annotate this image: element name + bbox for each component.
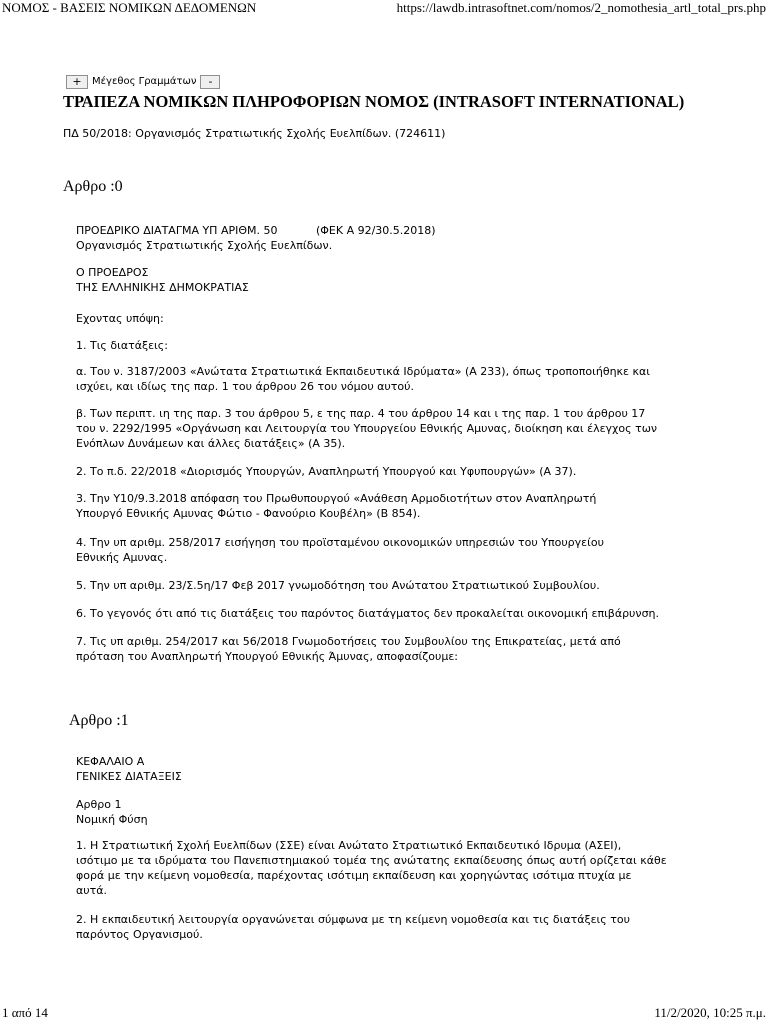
document-subtitle: ΠΔ 50/2018: Οργανισμός Στρατιωτικής Σχολής Ευελπίδων. (724611) xyxy=(63,127,446,140)
page-count: 1 από 14 xyxy=(2,1005,48,1020)
item-7 xyxy=(76,634,696,664)
item-3-line: 3. Την Υ10/9.3.2018 απόφαση του Πρωθυπουργού «Ανάθεση Αρμοδιοτήτων στον Αναπληρωτή xyxy=(76,492,597,505)
item-1b-line: του ν. 2292/1995 «Οργάνωση και Λειτουργία του Υπουργείου Εθνικής Αμυνας, διοίκηση και έλεγχος των xyxy=(76,422,658,435)
paragraph-line: φορά με την κείμενη νομοθεσία, παρέχοντας ισότιμη εκπαίδευση και χορηγώντας ισότιμα πτυχία με xyxy=(76,869,632,882)
print-header xyxy=(0,0,768,20)
chapter-heading xyxy=(76,754,696,784)
item-1a-line: α. Του ν. 3187/2003 «Ανώτατα Στρατιωτικά Εκπαιδευτικά Ιδρύματα» (Α 233), όπως τροποποιήθηκε και xyxy=(76,365,650,378)
sub-article-heading xyxy=(76,797,696,827)
article-0-heading: Αρθρο :0 xyxy=(63,178,123,195)
item-1b xyxy=(76,406,696,451)
item-1-line: 1. Τις διατάξεις: xyxy=(76,339,168,352)
font-size-label: Μέγεθος Γραμμάτων xyxy=(92,76,197,87)
item-1b-line: Ενόπλων Δυνάμεων και άλλες διατάξεις» (Α 35). xyxy=(76,437,346,450)
print-url: https://lawdb.intrasoftnet.com/nomos/2_nomothesia_artl_total_prs.php xyxy=(396,0,766,15)
item-1a-line: ισχύει, και ιδίως της παρ. 1 του άρθρου 26 του νόμου αυτού. xyxy=(76,380,415,393)
item-7-line: 7. Τις υπ αριθμ. 254/2017 και 56/2018 Γνωμοδοτήσεις του Συμβουλίου της Επικρατείας, μετά από xyxy=(76,635,621,648)
main-title: ΤΡΑΠΕΖΑ ΝΟΜΙΚΩΝ ΠΛΗΡΟΦΟΡΙΩΝ ΝΟΜΟΣ (INTRASOFT INTERNATIONAL) xyxy=(63,92,685,111)
print-page-title: ΝΟΜΟΣ - ΒΑΣΕΙΣ ΝΟΜΙΚΩΝ ΔΕΔΟΜΕΝΩΝ xyxy=(2,0,257,15)
decree-header xyxy=(76,223,696,253)
font-size-control xyxy=(66,75,220,90)
sub-article-title: Νομική Φύση xyxy=(76,813,148,826)
decree-title: Οργανισμός Στρατιωτικής Σχολής Ευελπίδων. xyxy=(76,239,333,252)
item-3-line: Υπουργό Εθνικής Αμυνας Φώτιο - Φανούριο Κουβέλη» (Β 854). xyxy=(76,507,421,520)
item-5-line: 5. Την υπ αριθμ. 23/Σ.5η/17 Φεβ 2017 γνωμοδότηση του Ανώτατου Στρατιωτικού Συμβουλίου. xyxy=(76,579,600,592)
print-timestamp: 11/2/2020, 10:25 π.μ. xyxy=(654,1005,766,1020)
president-block xyxy=(76,265,696,295)
chapter-number: ΚΕΦΑΛΑΙΟ Α xyxy=(76,755,145,768)
print-footer xyxy=(0,1002,768,1024)
chapter-title: ΓΕΝΙΚΕΣ ΔΙΑΤΑΞΕΙΣ xyxy=(76,770,182,783)
increase-font-button[interactable]: + xyxy=(66,75,88,89)
item-7-line: πρόταση του Αναπληρωτή Υπουργού Εθνικής Άμυνας, αποφασίζουμε: xyxy=(76,650,459,663)
decrease-font-button[interactable]: - xyxy=(200,75,220,89)
item-4-line: Εθνικής Αμυνας. xyxy=(76,551,168,564)
considering-text xyxy=(76,311,696,326)
paragraph-line: 2. Η εκπαιδευτική λειτουργία οργανώνεται σύμφωνα με τη κείμενη νομοθεσία και τις διατάξεις του xyxy=(76,913,630,926)
sub-article-number: Αρθρο 1 xyxy=(76,798,122,811)
decree-number: ΠΡΟΕΔΡΙΚΟ ΔΙΑΤΑΓΜΑ ΥΠ ΑΡΙΘΜ. 50 (ΦΕΚ Α 92/30.5.2018) xyxy=(76,224,436,237)
president-line: Ο ΠΡΟΕΔΡΟΣ xyxy=(76,266,149,279)
paragraph-2 xyxy=(76,912,696,942)
considering-line: Εχοντας υπόψη: xyxy=(76,312,164,325)
item-2-line: 2. Το π.δ. 22/2018 «Διορισμός Υπουργών, Αναπληρωτή Υπουργού και Υφυπουργών» (Α 37). xyxy=(76,465,577,478)
item-4 xyxy=(76,535,696,565)
paragraph-line: ισότιμο με τα ιδρύματα του Πανεπιστημιακού τομέα της ανώτατης εκπαίδευσης όπως αυτή ορίζεται κάθε xyxy=(76,854,667,867)
item-3 xyxy=(76,491,696,521)
article-1-heading: Αρθρο :1 xyxy=(69,712,129,729)
item-1b-line: β. Των περιπτ. ιη της παρ. 3 του άρθρου 5, ε της παρ. 4 του άρθρου 14 και ι της παρ. 1 του άρθρου 17 xyxy=(76,407,646,420)
item-5 xyxy=(76,578,696,593)
item-1 xyxy=(76,338,696,353)
item-6-line: 6. Το γεγονός ότι από τις διατάξεις του παρόντος διατάγματος δεν προκαλείται οικονομική επιβάρυνση. xyxy=(76,607,660,620)
republic-line: ΤΗΣ ΕΛΛΗΝΙΚΗΣ ΔΗΜΟΚΡΑΤΙΑΣ xyxy=(76,281,249,294)
paragraph-1 xyxy=(76,838,696,898)
item-2 xyxy=(76,464,696,479)
item-1a xyxy=(76,364,696,394)
paragraph-line: παρόντος Οργανισμού. xyxy=(76,928,203,941)
paragraph-line: αυτά. xyxy=(76,884,107,897)
item-4-line: 4. Την υπ αριθμ. 258/2017 εισήγηση του προϊσταμένου οικονομικών υπηρεσιών του Υπουργείου xyxy=(76,536,604,549)
item-6 xyxy=(76,606,696,621)
paragraph-line: 1. Η Στρατιωτική Σχολή Ευελπίδων (ΣΣΕ) είναι Ανώτατο Στρατιωτικό Εκπαιδευτικό Ιδρυμα (ΑΣΕΙ), xyxy=(76,839,622,852)
